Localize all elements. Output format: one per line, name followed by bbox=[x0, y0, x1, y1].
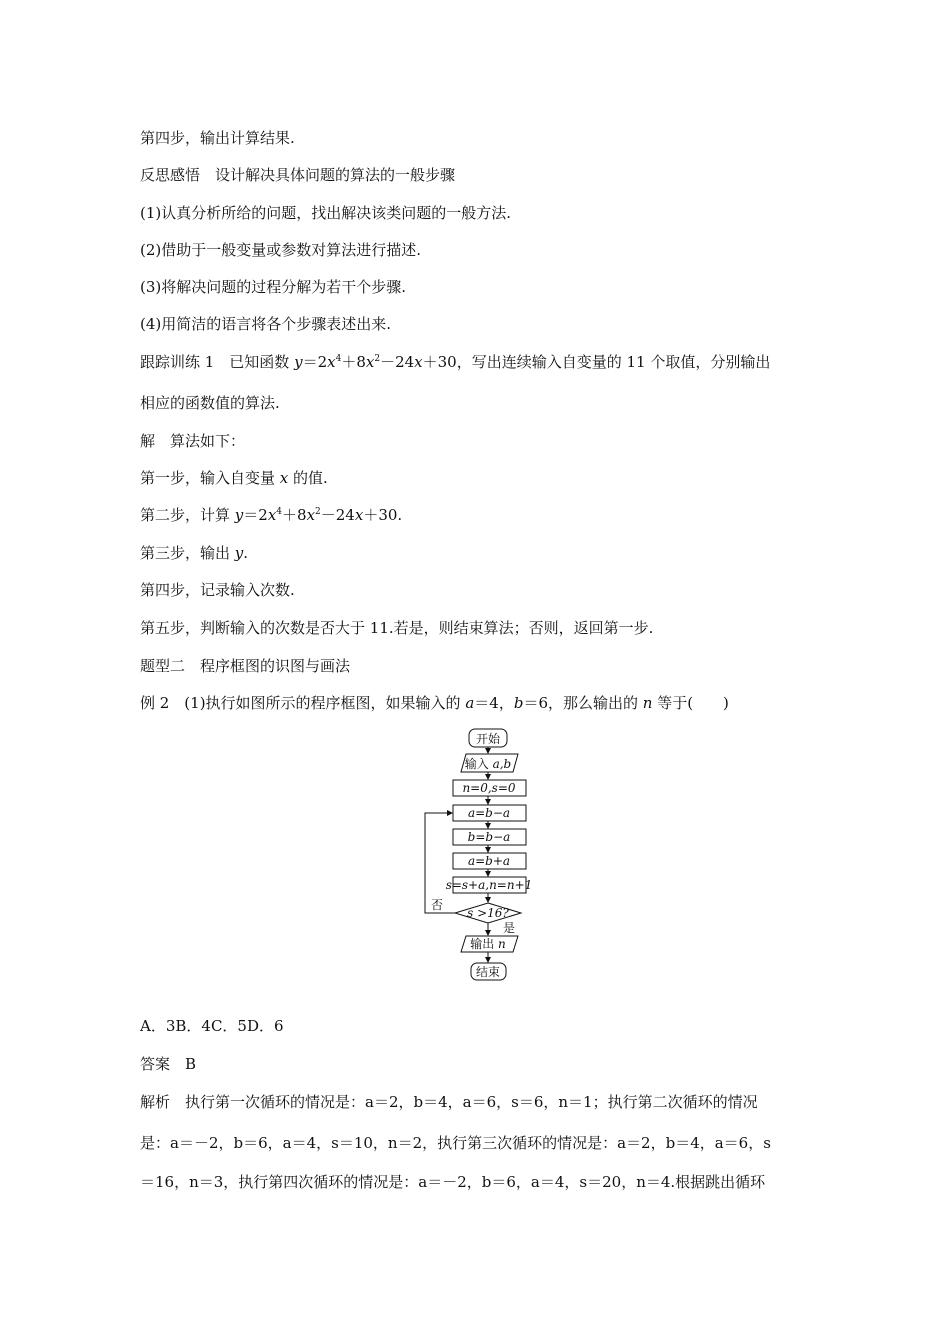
assign-a2-label: a=b+a bbox=[467, 854, 511, 868]
start-label: 开始 bbox=[475, 732, 501, 746]
assign-b-label: b=b−a bbox=[467, 830, 511, 844]
training-problem-line-2: 相应的函数值的算法. bbox=[140, 394, 280, 412]
condition-label: s >16? bbox=[467, 906, 509, 920]
analysis-line-3: ＝16，n＝3，执行第四次循环的情况是：a＝－2，b＝6，a＝4，s＝20，n＝4.根据跳出循环 bbox=[140, 1173, 766, 1191]
training-problem-line-1: 跟踪训练 1 已知函数 $y=2x^4+8x^2-24x+30$，写出连续输入自变量的 11 个取值，分别输出 bbox=[140, 353, 771, 371]
analysis-line-2: 是：a＝－2，b＝6，a＝4，s＝10，n＝2，执行第三次循环的情况是：a＝2，b＝4，a＝6，s bbox=[140, 1134, 771, 1152]
reflection-title: 反思感悟 设计解决具体问题的算法的一般步骤 bbox=[140, 166, 456, 184]
analysis-line-1: 解析 执行第一次循环的情况是：a＝2，b＝4，a＝6，s＝6，n＝1；执行第二次循环的情况 bbox=[140, 1093, 758, 1111]
solution-step-4: 第四步，记录输入次数. bbox=[140, 581, 295, 599]
no-branch-label: 否 bbox=[431, 898, 444, 912]
example-2-question: 例 2 (1)执行如图所示的程序框图，如果输入的 a＝4，b＝6，那么输出的 n 等于( ) bbox=[140, 694, 729, 712]
yes-branch-label: 是 bbox=[503, 921, 516, 935]
answer-line: 答案 B bbox=[140, 1055, 197, 1073]
reflection-item-3: (3)将解决问题的过程分解为若干个步骤. bbox=[140, 278, 407, 296]
update-label: s=s+a,n=n+1 bbox=[445, 878, 533, 892]
input-label: 输入 a,b bbox=[464, 757, 512, 771]
program-flowchart bbox=[400, 722, 560, 984]
solution-step-5: 第五步，判断输入的次数是否大于 11.若是，则结束算法；否则，返回第一步. bbox=[140, 619, 654, 637]
solution-intro: 解 算法如下： bbox=[140, 432, 246, 450]
answer-options: A．3B．4C．5D．6 bbox=[140, 1017, 284, 1035]
solution-step-1: 第一步，输入自变量 x 的值. bbox=[140, 469, 328, 487]
reflection-item-1: (1)认真分析所给的问题，找出解决该类问题的一般方法. bbox=[140, 204, 512, 222]
step4-output-line: 第四步，输出计算结果. bbox=[140, 129, 295, 147]
section-title: 题型二 程序框图的识图与画法 bbox=[140, 657, 351, 675]
reflection-item-2: (2)借助于一般变量或参数对算法进行描述. bbox=[140, 241, 422, 259]
init-label: n=0,s=0 bbox=[462, 781, 516, 795]
solution-step-2: 第二步，计算 $y=2x^4+8x^2-24x+30$. bbox=[140, 506, 403, 524]
end-label: 结束 bbox=[475, 965, 501, 979]
solution-step-3: 第三步，输出 y. bbox=[140, 544, 249, 562]
reflection-item-4: (4)用简洁的语言将各个步骤表述出来. bbox=[140, 315, 392, 333]
assign-a-label: a=b−a bbox=[467, 806, 511, 820]
output-label: 输出 n bbox=[470, 937, 506, 951]
